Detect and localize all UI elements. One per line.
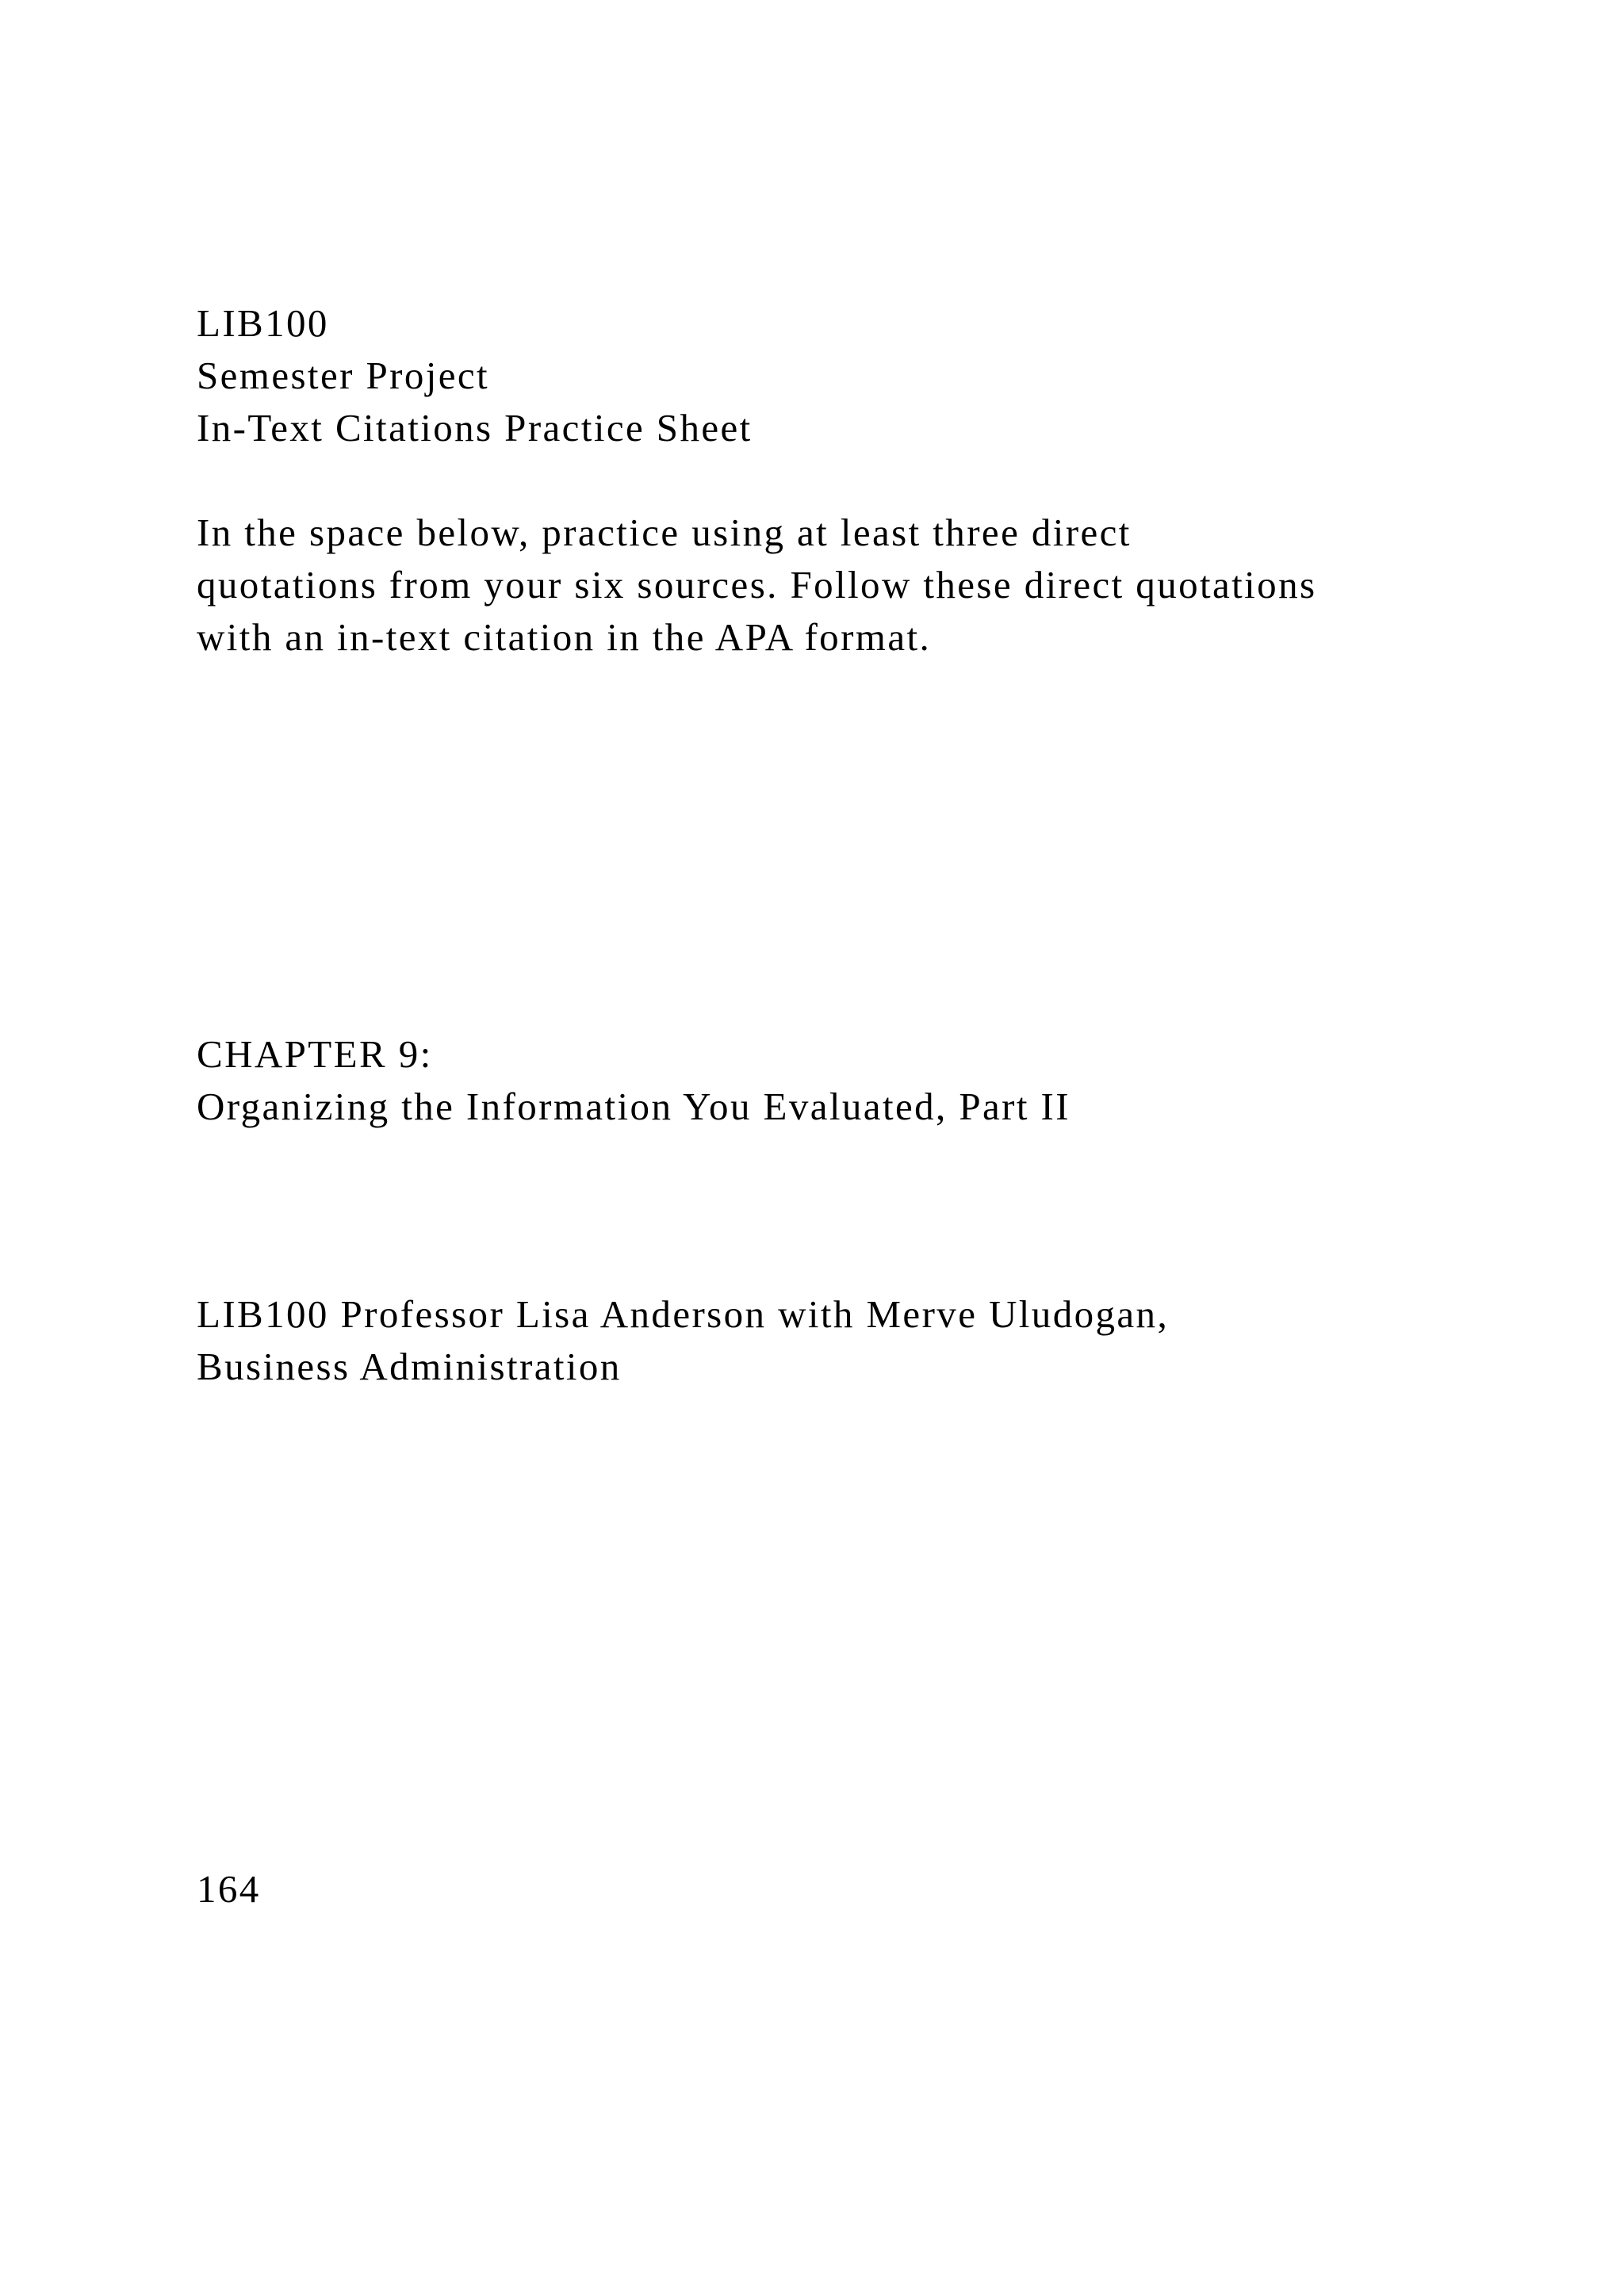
credit-line: LIB100 Professor Lisa Anderson with Merve Uludogan,	[197, 1292, 1170, 1336]
sheet-title: In-Text Citations Practice Sheet	[197, 406, 753, 450]
course-code: LIB100	[197, 301, 329, 345]
instruction-line: with an in-text citation in the APA format.	[197, 615, 932, 659]
project-label: Semester Project	[197, 354, 490, 397]
instruction-line: quotations from your six sources. Follow these direct quotations	[197, 563, 1317, 607]
credit-line: Business Administration	[197, 1345, 622, 1388]
instruction-line: In the space below, practice using at least three direct	[197, 511, 1132, 554]
chapter-title: Organizing the Information You Evaluated, Part II	[197, 1085, 1071, 1128]
chapter-label: CHAPTER 9:	[197, 1032, 433, 1076]
page-number: 164	[197, 1867, 261, 1911]
